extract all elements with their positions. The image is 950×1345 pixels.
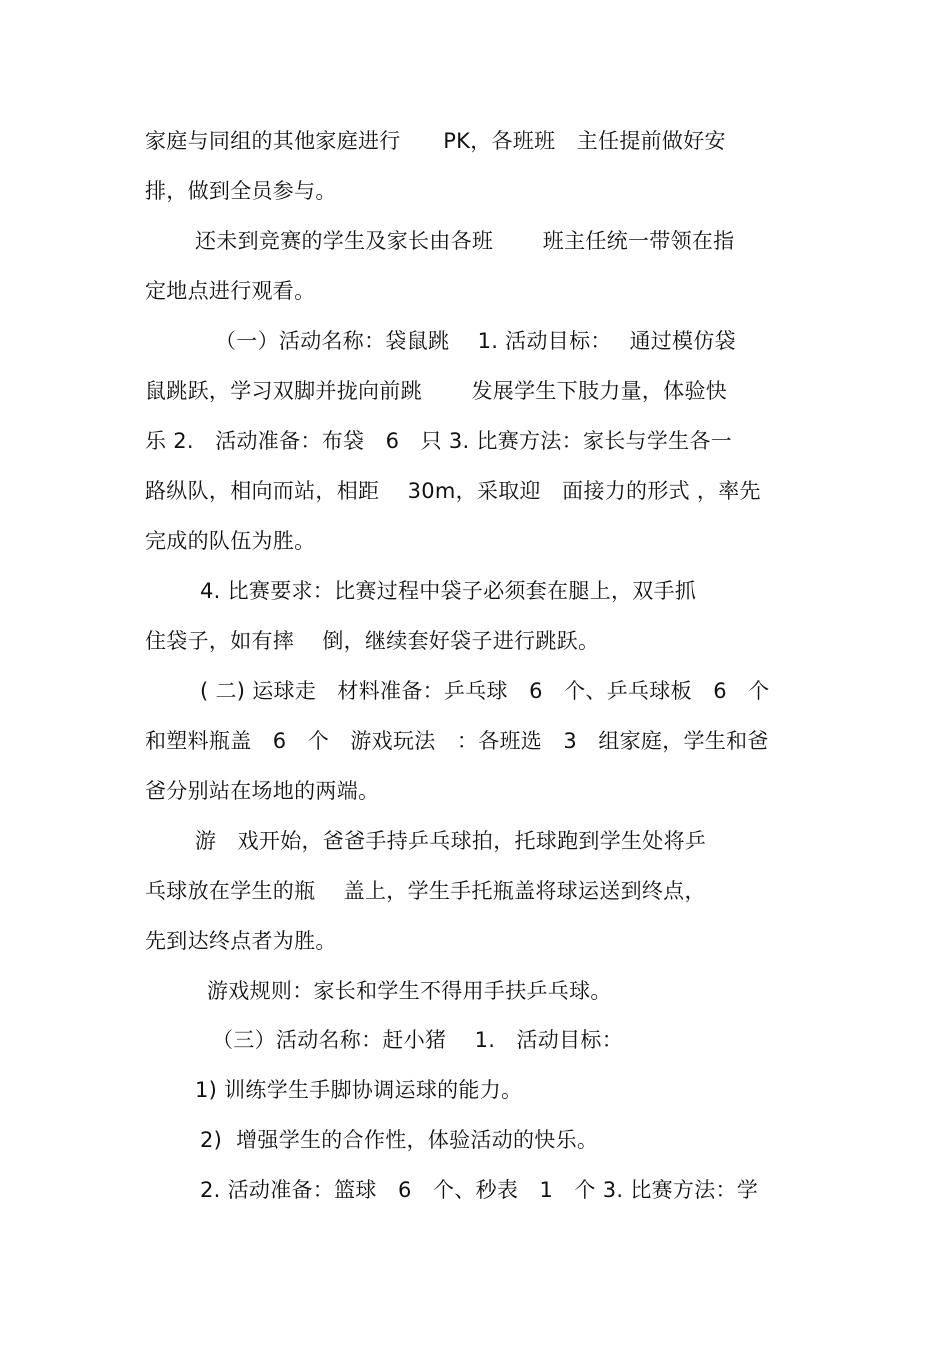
text-line-9: 完成的队伍为胜。 bbox=[145, 529, 316, 553]
text-line-4: 定地点进行观看。 bbox=[145, 279, 316, 303]
text-line-6: 鼠跳跃，学习双脚并拢向前跳 发展学生下肢力量，体验快 bbox=[145, 379, 728, 403]
text-line-5: （一）活动名称：袋鼠跳 1. 活动目标： 通过模仿袋 bbox=[215, 329, 736, 353]
text-line-21: 2) 增强学生的合作性，体验活动的快乐。 bbox=[200, 1128, 599, 1152]
text-line-1: 家庭与同组的其他家庭进行 PK，各班班 主任提前做好安 bbox=[145, 129, 726, 153]
text-line-16: 乓球放在学生的瓶 盖上，学生手托瓶盖将球运送到终点， bbox=[145, 879, 706, 903]
text-line-18: 游戏规则：家长和学生不得用手扶乒乓球。 bbox=[207, 979, 612, 1003]
text-line-8: 路纵队，相向而站，相距 30m，采取迎 面接力的形式 ，率先 bbox=[145, 479, 761, 503]
text-line-14: 爸分别站在场地的两端。 bbox=[145, 779, 380, 803]
text-line-11: 住袋子，如有摔 倒，继续套好袋子进行跳跃。 bbox=[145, 629, 600, 653]
text-line-2: 排，做到全员参与。 bbox=[145, 179, 337, 203]
text-line-3: 还未到竞赛的学生及家长由各班 班主任统一带领在指 bbox=[195, 229, 735, 253]
text-line-22: 2. 活动准备：篮球 6 个、秒表 1 个 3. 比赛方法：学 bbox=[200, 1178, 759, 1202]
text-line-20: 1) 训练学生手脚协调运球的能力。 bbox=[195, 1078, 523, 1102]
text-line-19: （三）活动名称：赶小猪 1. 活动目标： bbox=[212, 1028, 624, 1052]
text-line-15: 游 戏开始，爸爸手持乒乓球拍，托球跑到学生处将乒 bbox=[195, 829, 707, 853]
text-line-10: 4. 比赛要求：比赛过程中袋子必须套在腿上，双手抓 bbox=[200, 579, 697, 603]
text-line-7: 乐 2. 活动准备：布袋 6 只 3. 比赛方法：家长与学生各一 bbox=[145, 429, 733, 453]
text-line-13: 和塑料瓶盖 6 个 游戏玩法 ：各班选 3 组家庭，学生和爸 bbox=[145, 729, 769, 753]
text-line-12: ( 二) 运球走 材料准备：乒乓球 6 个、乒乓球板 6 个 bbox=[200, 679, 770, 703]
text-line-17: 先到达终点者为胜。 bbox=[145, 929, 337, 953]
